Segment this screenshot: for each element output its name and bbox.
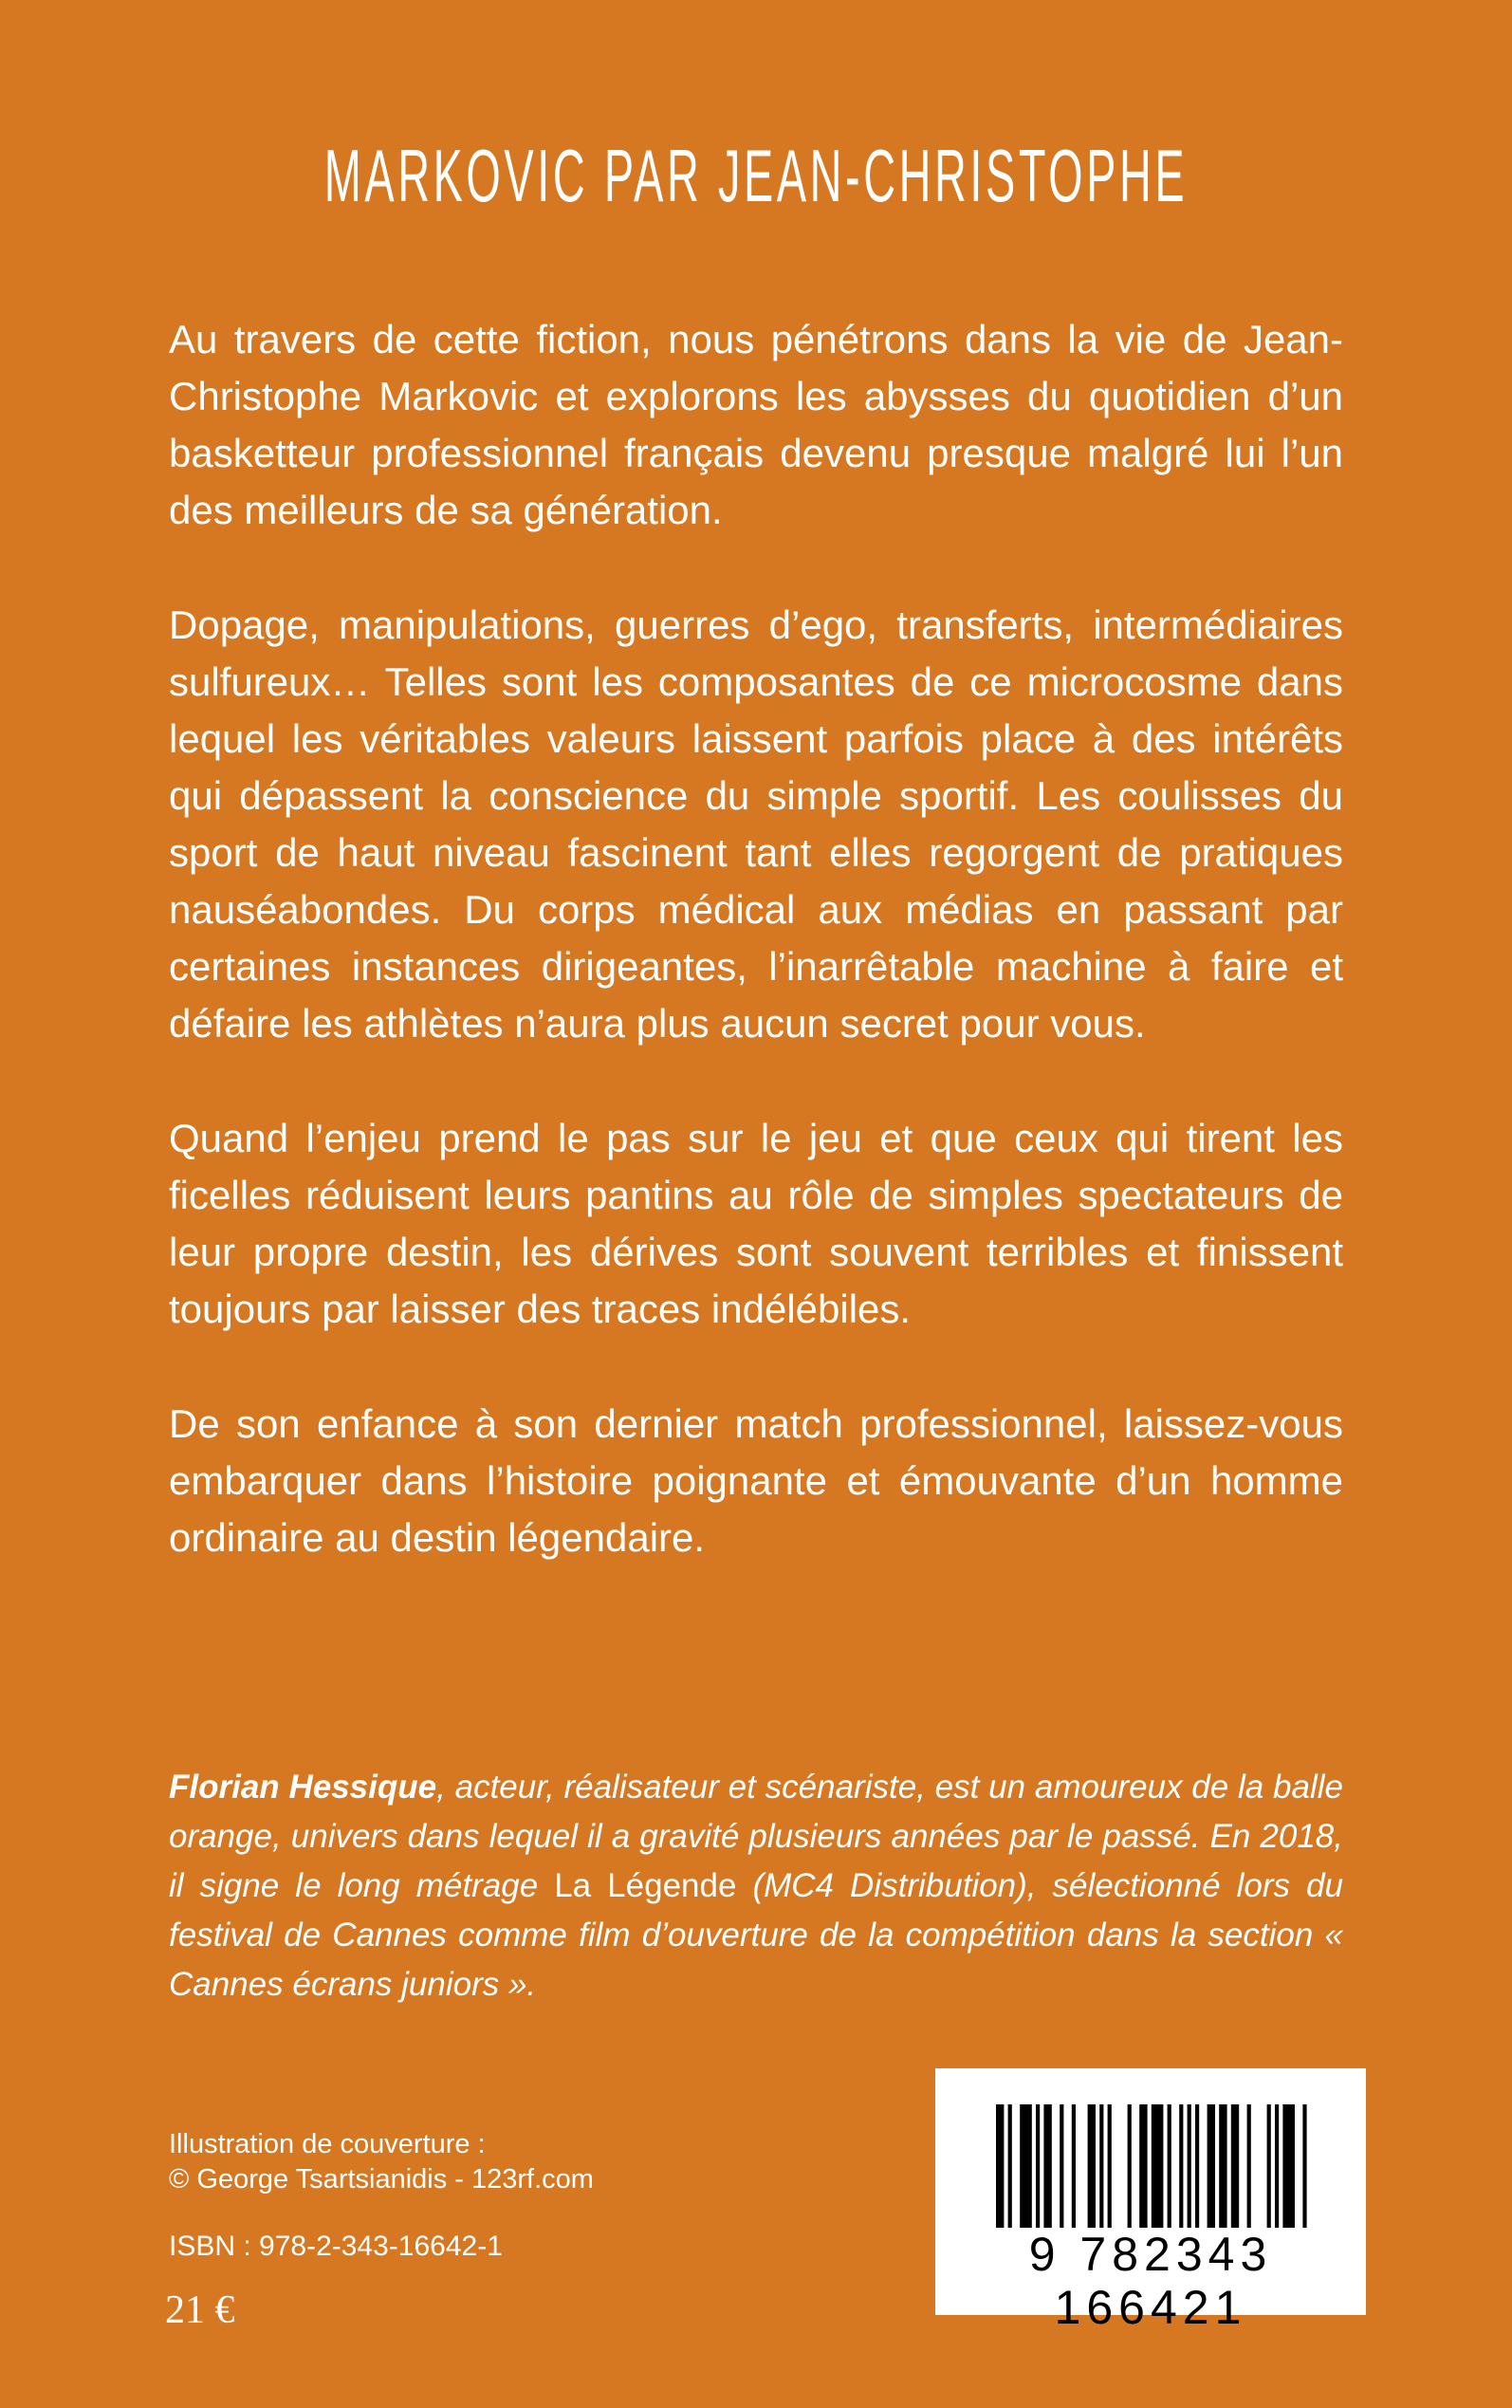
barcode-bar <box>1072 2104 1076 2228</box>
barcode-number: 9 782343 166421 <box>1028 2228 1273 2334</box>
credits-source: © George Tsartsianidis - 123rf.com <box>169 2164 594 2195</box>
synopsis <box>169 311 1343 1624</box>
price: 21 € <box>165 2288 235 2332</box>
barcode-bar <box>1231 2104 1239 2228</box>
barcode-bar <box>1179 2104 1183 2228</box>
barcode-bar <box>1275 2104 1279 2228</box>
barcode <box>935 2068 1366 2334</box>
barcode-bar <box>1188 2104 1191 2228</box>
synopsis-paragraph: Quand l’enjeu prend le pas sur le jeu et que ceux qui tirent les ficelles réduisent leurs pantins au rôle de simples spectateurs de leur propre destin, les dérives sont souvent terribles et finissent toujours par laisser des traces indélébiles. <box>169 1116 1343 1331</box>
credits-label: Illustration de couverture : <box>169 2129 486 2159</box>
barcode-bar <box>1195 2104 1199 2228</box>
book-title: MARKOVIC PAR JEAN-CHRISTOPHE <box>323 134 1189 217</box>
barcode-bar <box>1128 2104 1132 2228</box>
barcode-bar <box>1152 2104 1164 2228</box>
barcode-bar <box>1020 2104 1032 2228</box>
barcode-bar <box>1108 2104 1112 2228</box>
barcode-bar <box>1088 2104 1096 2228</box>
synopsis-paragraph: Dopage, manipulations, guerres d’ego, transferts, intermédiaires sulfureux… Telles sont les composantes de ce microcosme dans lequel les véritables valeurs laissent parfois place à des intérêts qui dépassent la conscience du simple sportif. Les coulisses du sport de haut niveau fascinent tant elles regorgent de pratiques nauséabondes. Du corps médical aux médias en passant par certaines instances dirigeantes, l’inarrêtable machine à faire et défaire les athlètes n’aura plus aucun secret pour vous. <box>169 602 1343 1046</box>
barcode-bar <box>1219 2104 1226 2228</box>
author-name: Florian Hessique <box>169 1769 437 1806</box>
barcode-bar <box>1139 2104 1147 2228</box>
barcode-bar <box>1043 2104 1051 2228</box>
author-bio <box>169 1763 1343 2010</box>
barcode-bar <box>1267 2104 1271 2228</box>
synopsis-paragraph: Au travers de cette fiction, nous pénétrons dans la vie de Jean-Christophe Markovic et explorons les abysses du quotidien d’un basketteur professionnel français devenu presque malgré lui l’un des meilleurs de sa génération. <box>169 317 1343 532</box>
barcode-bar <box>1008 2104 1012 2228</box>
bio-text: , acteur, réalisateur et scénariste, est un amoureux de la balle orange, univers dans lequel il a gravité plusieurs années par le passé. En 2018, il signe le long métrage <box>169 1769 1343 1904</box>
barcode-bar <box>1060 2104 1063 2228</box>
barcode-bar <box>1302 2104 1306 2228</box>
synopsis-paragraph: De son enfance à son dernier match professionnel, laissez-vous embarquer dans l’histoire poignante et émouvante d’un homme ordinaire au destin légendaire. <box>169 1401 1343 1560</box>
barcode-bar <box>1099 2104 1103 2228</box>
barcode-bar <box>1282 2104 1295 2228</box>
barcode-bar <box>1168 2104 1171 2228</box>
barcode-bar <box>1208 2104 1215 2228</box>
barcode-bar <box>1247 2104 1251 2228</box>
film-title: La Légende <box>554 1867 737 1904</box>
barcode-bar <box>996 2104 1004 2228</box>
illustration-credits <box>169 2127 594 2197</box>
barcode-bar <box>1036 2104 1040 2228</box>
isbn: ISBN : 978-2-343-16642-1 <box>169 2231 503 2262</box>
bio-text: (MC4 Distribution), sélectionné lors du festival de Cannes comme film d’ouverture de la compétition dans la section « Cannes écrans juniors ». <box>169 1867 1344 2003</box>
